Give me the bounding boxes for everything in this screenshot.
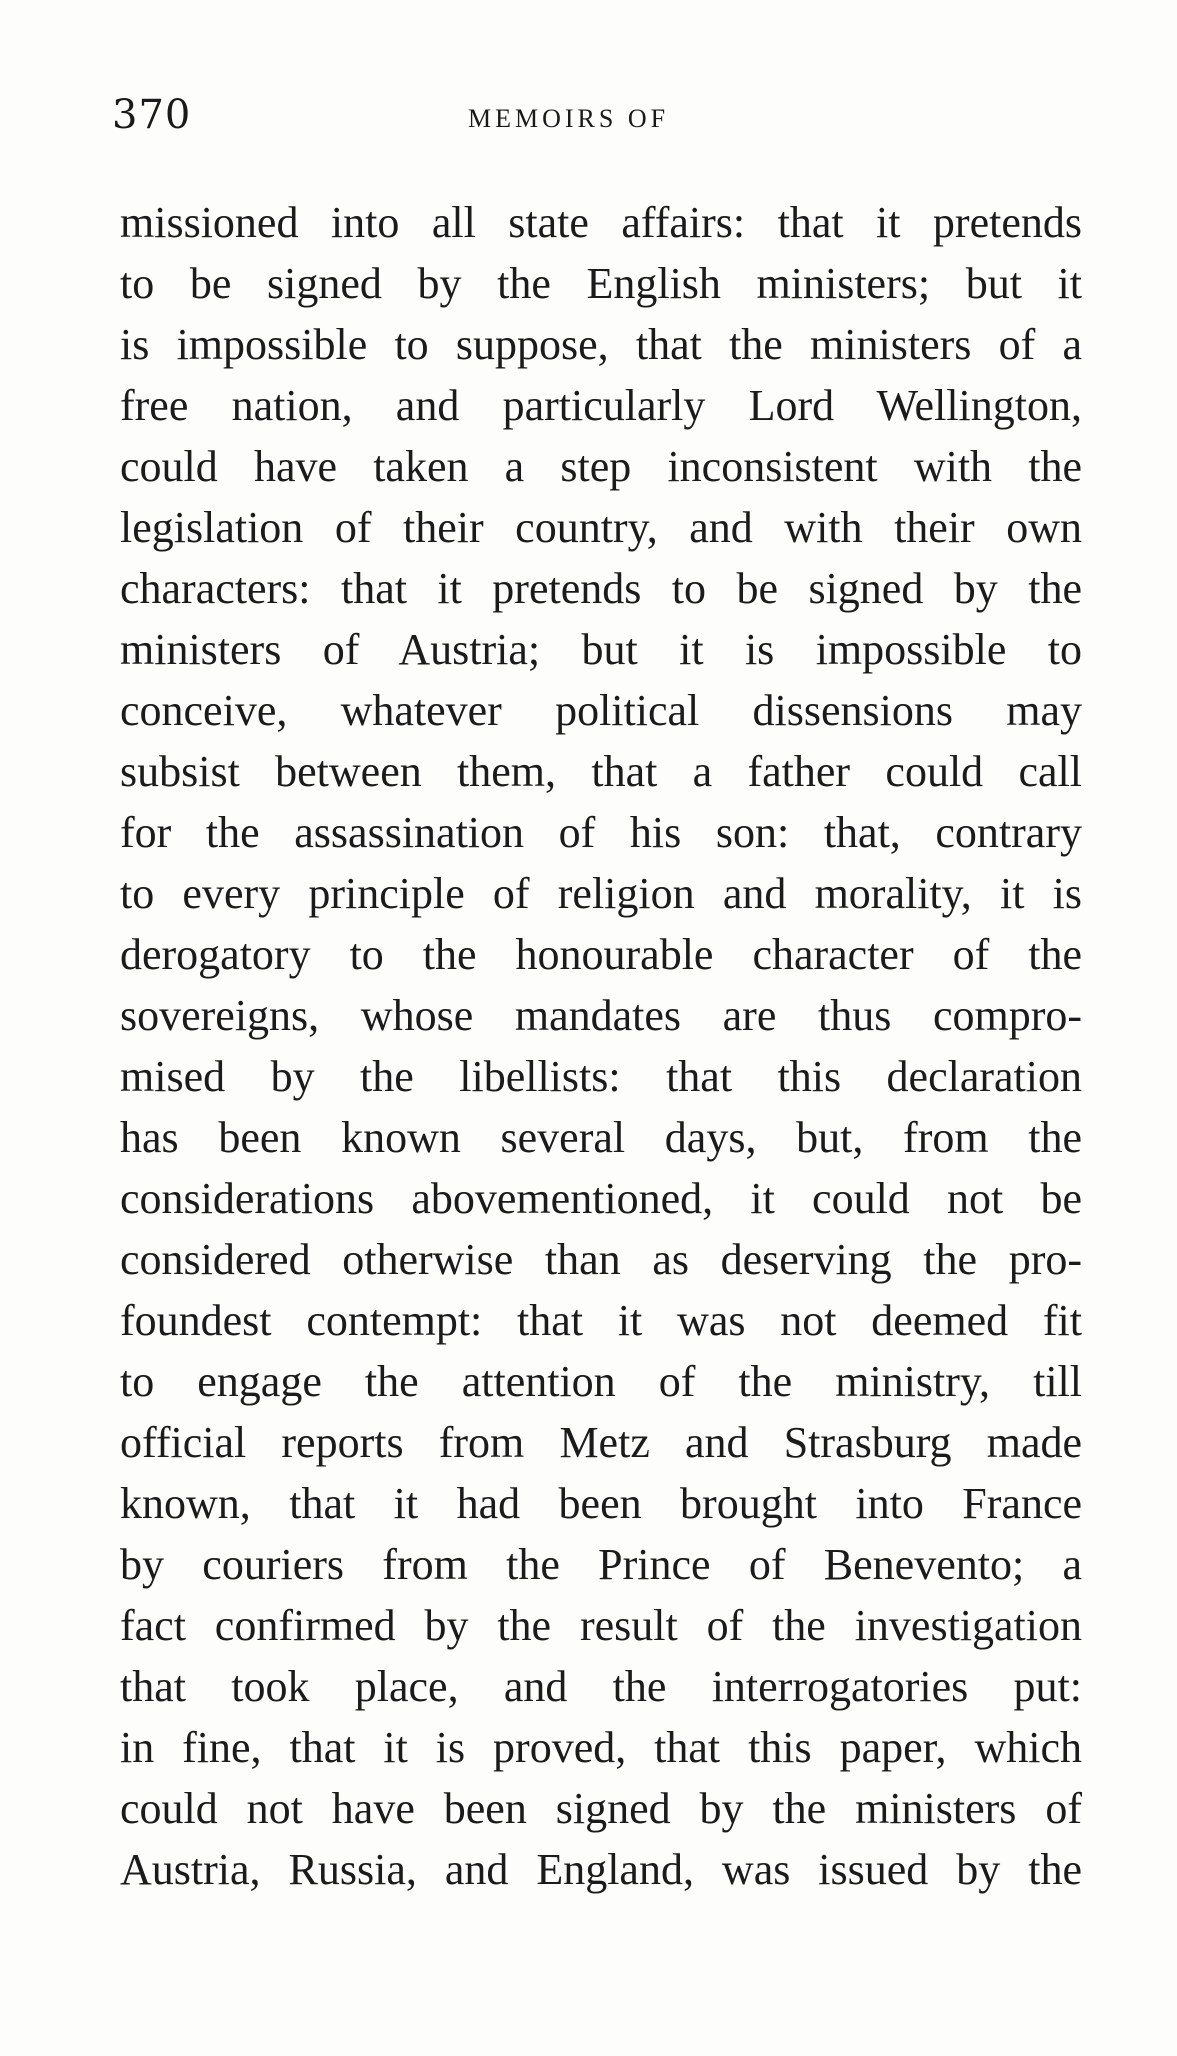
text-line: foundest contempt: that it was not deemed fit (120, 1296, 1082, 1345)
text-line: mised by the libellists: that this declaration (120, 1052, 1082, 1101)
text-line: is impossible to suppose, that the ministers of a (120, 320, 1082, 369)
text-line: legislation of their country, and with their own (120, 503, 1082, 552)
text-line: has been known several days, but, from the (120, 1113, 1082, 1162)
text-line: to be signed by the English ministers; but it (120, 259, 1082, 308)
text-line: missioned into all state affairs: that it pretends (120, 198, 1082, 247)
page-header (0, 92, 1177, 142)
text-line: ministers of Austria; but it is impossible to (120, 625, 1082, 674)
text-line: subsist between them, that a father could call (120, 747, 1082, 796)
text-line: sovereigns, whose mandates are thus compro- (120, 991, 1082, 1040)
text-line: fact confirmed by the result of the investigation (120, 1601, 1082, 1650)
text-line: characters: that it pretends to be signed by the (120, 564, 1082, 613)
text-line: conceive, whatever political dissensions may (120, 686, 1082, 735)
text-line: by couriers from the Prince of Benevento; a (120, 1540, 1082, 1589)
text-line: could not have been signed by the ministers of (120, 1784, 1082, 1833)
text-line: could have taken a step inconsistent with the (120, 442, 1082, 491)
running-head: MEMOIRS OF (468, 104, 670, 133)
text-line: that took place, and the interrogatories put: (120, 1662, 1082, 1711)
text-line: official reports from Metz and Strasburg made (120, 1418, 1082, 1467)
text-line: Austria, Russia, and England, was issued by the (120, 1845, 1082, 1894)
text-line: for the assassination of his son: that, contrary (120, 808, 1082, 857)
text-line: considered otherwise than as deserving the pro- (120, 1235, 1082, 1284)
text-line: derogatory to the honourable character of the (120, 930, 1082, 979)
text-line: free nation, and particularly Lord Wellington, (120, 381, 1082, 430)
text-line: considerations abovementioned, it could not be (120, 1174, 1082, 1223)
page-number: 370 (112, 92, 192, 138)
text-line: known, that it had been brought into France (120, 1479, 1082, 1528)
body-paragraph (120, 192, 1082, 1900)
text-line: to every principle of religion and morality, it is (120, 869, 1082, 918)
text-line: in fine, that it is proved, that this paper, which (120, 1723, 1082, 1772)
text-line: to engage the attention of the ministry, till (120, 1357, 1082, 1406)
